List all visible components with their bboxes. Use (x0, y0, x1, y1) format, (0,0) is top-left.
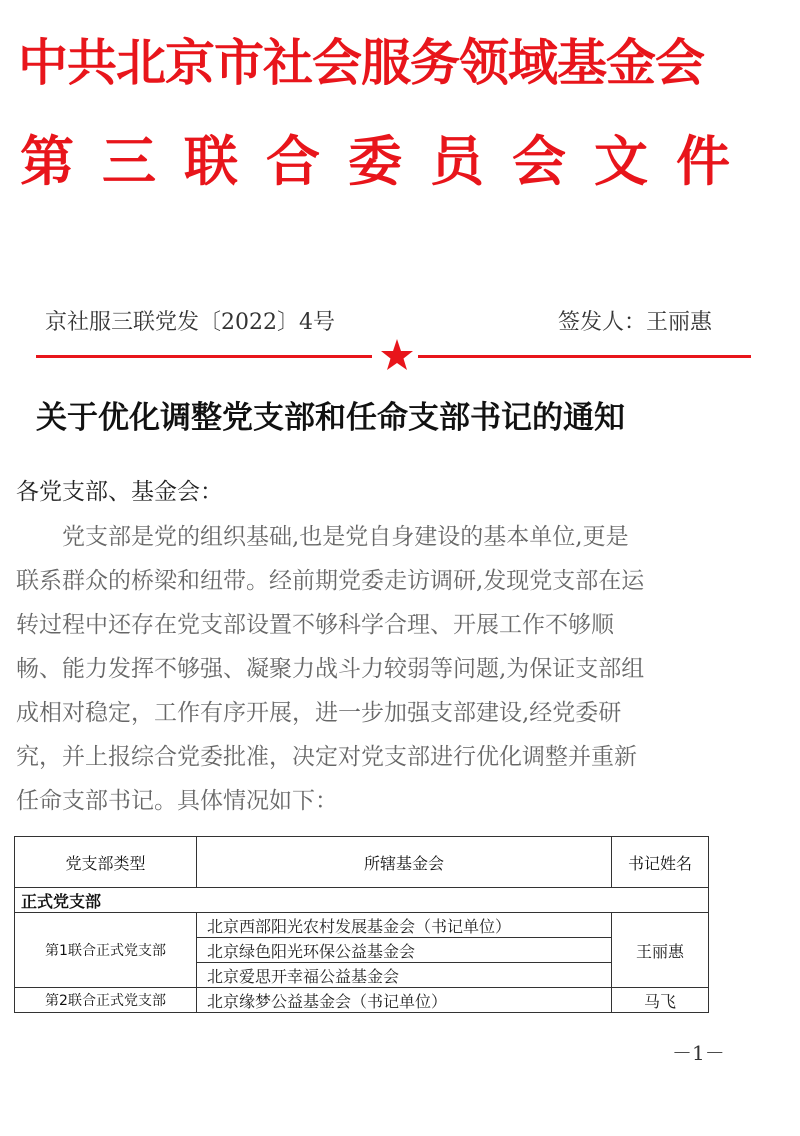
header-char: 第 (20, 130, 74, 193)
header-char: 文 (594, 130, 648, 193)
red-separator-right (418, 355, 751, 358)
header-char: 合 (266, 130, 320, 193)
fund-name: 北京绿色阳光环保公益基金会 (197, 938, 612, 963)
signer: 签发人：王丽惠 (558, 310, 713, 335)
body-paragraph-line: 党支部是党的组织基础,也是党自身建设的基本单位,更是 (16, 524, 629, 550)
table-row (15, 988, 709, 1013)
column-header-branch-type: 党支部类型 (15, 837, 197, 888)
document-header-type (20, 122, 730, 202)
category-label: 正式党支部 (15, 888, 709, 913)
secretary-name: 马飞 (612, 988, 709, 1013)
branch-name: 第2联合正式党支部 (15, 988, 197, 1013)
document-header-org: 中共北京市社会服务领域基金会 (18, 34, 704, 92)
header-char: 委 (348, 130, 402, 193)
body-paragraph-line: 成相对稳定，工作有序开展，进一步加强支部建设,经党委研 (16, 700, 622, 726)
red-separator-left (36, 355, 372, 358)
document-number: 京社服三联党发〔2022〕4号 (45, 310, 335, 335)
body-paragraph-line: 联系群众的桥梁和纽带。经前期党委走访调研,发现党支部在运 (16, 568, 645, 594)
fund-name: 北京西部阳光农村发展基金会（书记单位） (197, 913, 612, 938)
branch-name: 第1联合正式党支部 (15, 913, 197, 988)
column-header-funds: 所辖基金会 (197, 837, 612, 888)
header-char: 三 (102, 130, 156, 193)
table-header-row (15, 837, 709, 888)
header-char: 件 (676, 130, 730, 193)
salutation: 各党支部、基金会： (16, 479, 223, 505)
header-char: 员 (430, 130, 484, 193)
fund-name: 北京缘梦公益基金会（书记单位） (197, 988, 612, 1013)
header-char: 会 (512, 130, 566, 193)
red-star-icon (380, 338, 414, 372)
body-paragraph-line: 任命支部书记。具体情况如下： (16, 788, 338, 814)
body-paragraph-line: 转过程中还存在党支部设置不够科学合理、开展工作不够顺 (16, 612, 614, 638)
page-number: －1－ (672, 1041, 725, 1065)
fund-name: 北京爱思开幸福公益基金会 (197, 963, 612, 988)
header-char: 联 (184, 130, 238, 193)
notice-title: 关于优化调整党支部和任命支部书记的通知 (36, 400, 625, 436)
secretary-name: 王丽惠 (612, 913, 709, 988)
table-category-row (15, 888, 709, 913)
body-paragraph-line: 究，并上报综合党委批准，决定对党支部进行优化调整并重新 (16, 744, 637, 770)
table-row (15, 913, 709, 938)
body-paragraph-line: 畅、能力发挥不够强、凝聚力战斗力较弱等问题,为保证支部组 (16, 656, 645, 682)
branch-table (14, 836, 709, 1013)
column-header-secretary: 书记姓名 (612, 837, 709, 888)
